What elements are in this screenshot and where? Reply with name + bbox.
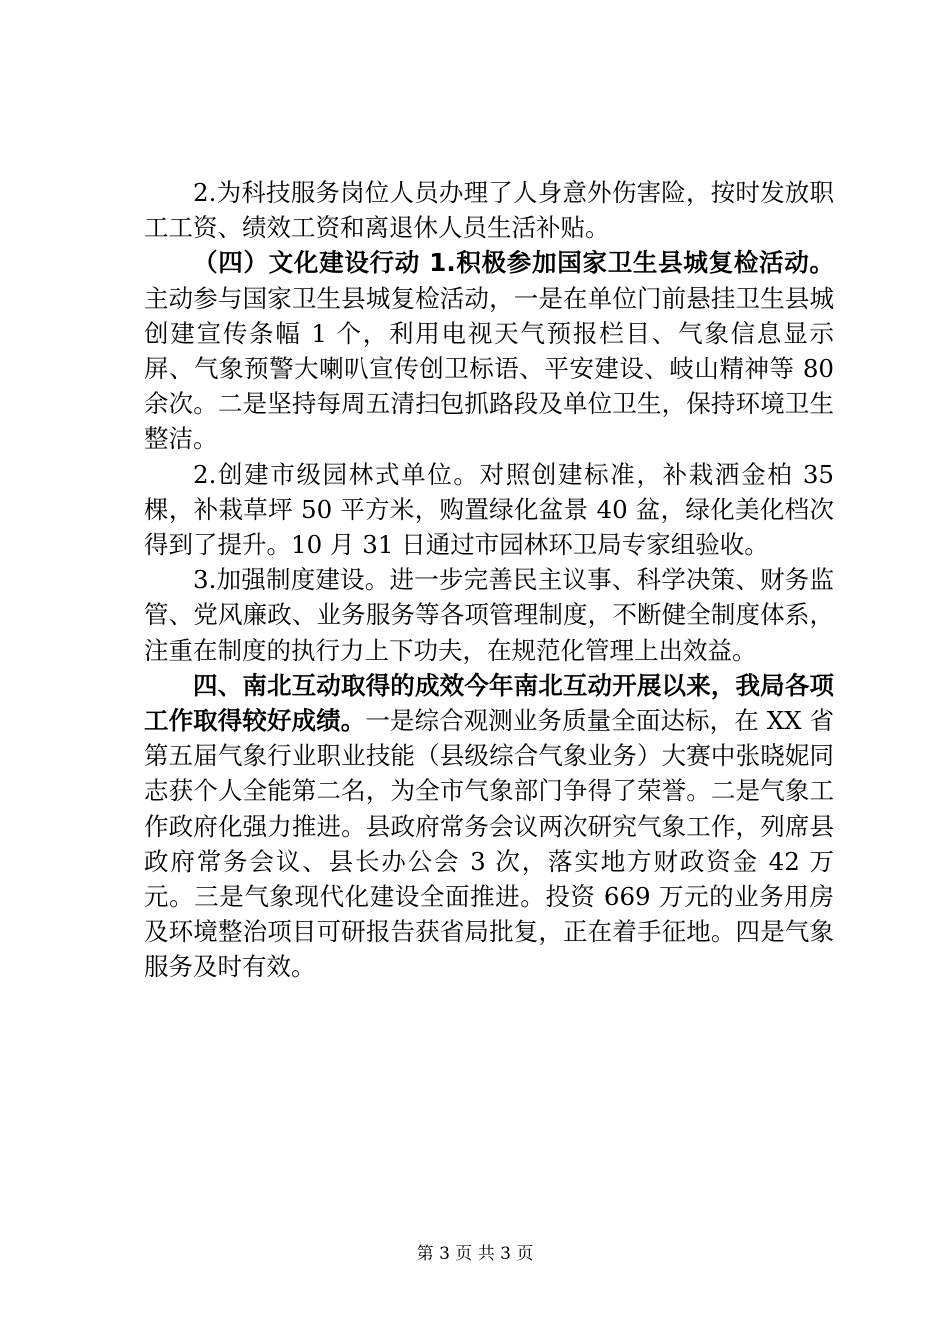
document-body — [144, 175, 834, 985]
paragraph-text: 一是综合观测业务质量全面达标，在 XX 省第五届气象行业职业技能（县级综合气象业务）大赛中张晓妮同志获个人全能第二名，为全市气象部门争得了荣誉。二是气象工作政府化强力推进。县政府常务会议两次研究气象工作，列席县政府常务会议、县长办公会 3 次，落实地方财政资金 42 万元。三是气象现代化建设全面推进。投资 669 万元的业务用房及环境整治项目可研报告获省局批复，正在着手征地。四是气象服务及时有效。 — [144, 706, 834, 982]
paragraph-text: 3.加强制度建设。进一步完善民主议事、科学决策、财务监管、党风廉政、业务服务等各项管理制度，不断健全制度体系，注重在制度的执行力上下功夫，在规范化管理上出效益。 — [144, 565, 834, 665]
paragraph-system-building — [144, 562, 834, 668]
paragraph-achievements — [144, 668, 834, 985]
paragraph-heading: （四）文化建设行动 1.积极参加国家卫生县城复检活动。 — [193, 248, 834, 278]
page-footer — [0, 1243, 950, 1265]
paragraph-text: 2.为科技服务岗位人员办理了人身意外伤害险，按时发放职工工资、绩效工资和离退休人员生活补贴。 — [144, 178, 834, 243]
paragraph-insurance — [144, 175, 834, 245]
paragraph-garden-unit — [144, 457, 834, 563]
paragraph-text: 2.创建市级园林式单位。对照创建标准，补栽洒金柏 35 棵，补栽草坪 50 平方米，购置绿化盆景 40 盆，绿化美化档次得到了提升。10 月 31 日通过市园林环卫局专家组验收。 — [144, 459, 834, 560]
paragraph-text: 主动参与国家卫生县城复检活动，一是在单位门前悬挂卫生县城创建宣传条幅 1 个，利用电视天气预报栏目、气象信息显示屏、气象预警大喇叭宣传创卫标语、平安建设、岐山精神等 80 余次。二是坚持每周五清扫包抓路段及单位卫生，保持环境卫生整洁。 — [144, 283, 834, 454]
paragraph-heading: 四、南北互动取得的成效今年南北互动开展以来，我局各项工作取得较好成绩。 — [144, 670, 834, 736]
page-number: 第 3 页 共 3 页 — [416, 1244, 534, 1264]
paragraph-culture-action — [144, 245, 834, 456]
